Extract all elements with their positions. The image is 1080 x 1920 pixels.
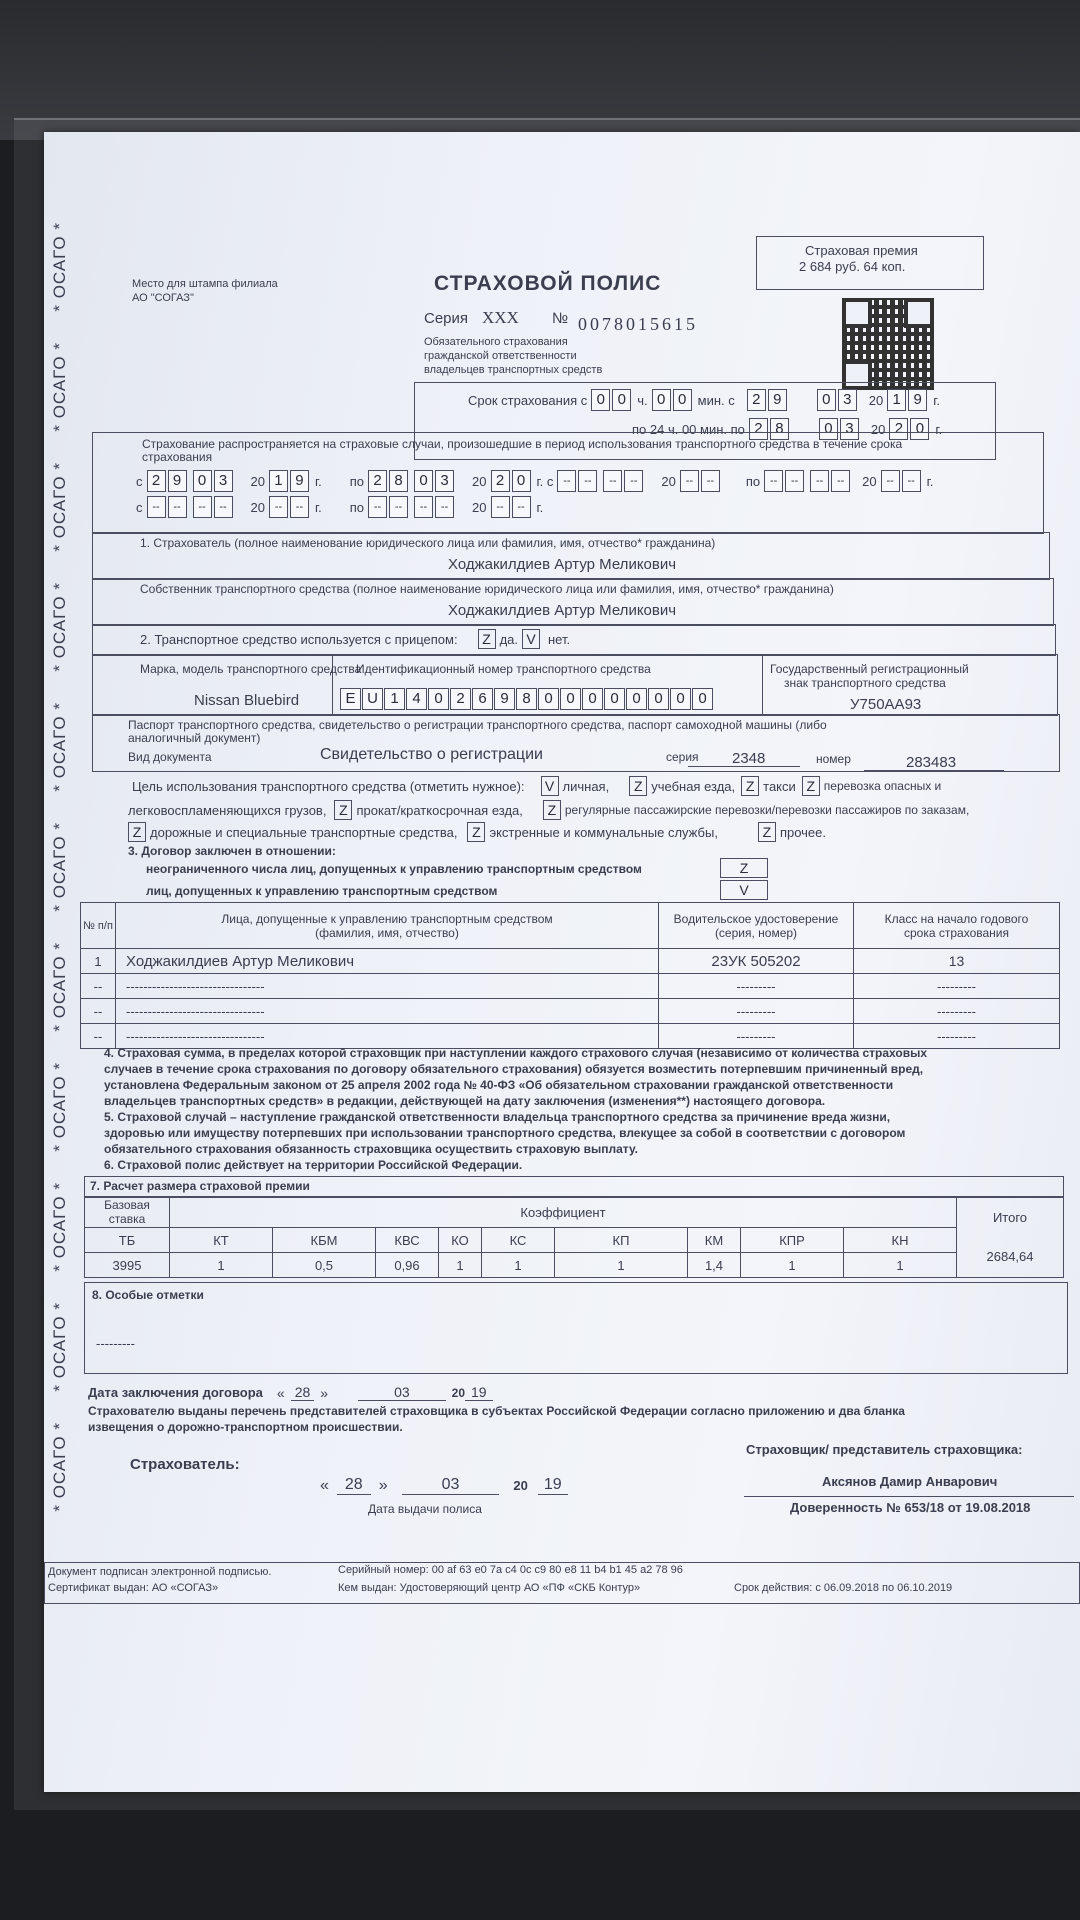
purpose-text: прокат/краткосрочная езда, xyxy=(356,802,523,818)
header-class-line: Класс на начало годового xyxy=(884,911,1029,926)
contract-month: 03 xyxy=(358,1384,446,1401)
clause-line: обязательного страхования обязанность страховщика осуществить страховую выплату. xyxy=(104,1142,638,1156)
empty-cell: -- xyxy=(881,470,900,492)
year-prefix: 20 xyxy=(661,473,676,489)
year-prefix: 20 xyxy=(250,499,265,515)
digit-cell: 2 xyxy=(491,470,510,492)
row-num: -- xyxy=(81,999,116,1024)
purpose-text: экстренные и коммунальные службы, xyxy=(489,824,718,840)
purpose-label: Цель использования транспортного средства (отметить нужное): xyxy=(132,778,525,794)
row-class: --------- xyxy=(854,999,1060,1024)
empty-cell: -- xyxy=(414,496,433,518)
digit-cell: 9 xyxy=(908,389,927,411)
empty-cell: -- xyxy=(557,470,576,492)
empty-cell: -- xyxy=(512,496,531,518)
purpose-text: дорожные и специальные транспортные средства, xyxy=(150,824,458,840)
table-row xyxy=(81,999,1060,1024)
empty-cell: -- xyxy=(902,470,921,492)
vin-cell: 0 xyxy=(582,688,603,710)
digit-cell: 8 xyxy=(389,470,408,492)
quote-close: » xyxy=(378,1476,388,1494)
purpose-text: учебная езда, xyxy=(651,778,736,794)
esig-serial: Серийный номер: 00 af 63 e0 7a c4 0c c9 80 e8 11 b4 b1 45 a2 78 96 xyxy=(338,1564,683,1576)
total-label: Итого xyxy=(992,1210,1028,1225)
series-value: XXX xyxy=(482,308,519,327)
term-to-label: по 24 ч. 00 мин. по xyxy=(632,421,745,437)
contract-date-label: Дата заключения договора xyxy=(88,1385,263,1400)
purpose-text: личная, xyxy=(562,778,610,794)
reps-text: извещения о дорожно-транспортном происшествии. xyxy=(88,1420,403,1434)
vin-cell: 0 xyxy=(670,688,691,710)
insurance-policy-document xyxy=(44,132,1080,1792)
vin-cell: 0 xyxy=(648,688,669,710)
purpose-mark: Z xyxy=(802,776,820,796)
issue-year: 19 xyxy=(538,1476,568,1495)
empty-cell: -- xyxy=(701,470,720,492)
coef-value: 1 xyxy=(439,1253,482,1278)
header-num: № п/п xyxy=(81,903,116,949)
row-num: -- xyxy=(81,974,116,999)
row-name: -------------------------------- xyxy=(116,974,659,999)
purpose-text: регулярные пассажирские перевозки/перевозки пассажиров по заказам, xyxy=(564,803,970,817)
purpose-mark: V xyxy=(541,776,559,796)
row-name: Ходжакилдиев Артур Меликович xyxy=(116,949,659,974)
clause-line: случаев в течение срока страхования по договору обязательного страхования) обязуется возместить потерпевшим причиненный вред, xyxy=(104,1062,924,1076)
series-label: Серия xyxy=(424,310,469,327)
digit-cell: 3 xyxy=(214,470,233,492)
premium-value: 2 684 руб. 64 коп. xyxy=(799,259,906,274)
special-notes-value: --------- xyxy=(96,1336,135,1351)
underline xyxy=(864,770,1004,771)
quote-open: « xyxy=(276,1384,285,1401)
insurer-label: 1. Страхователь (полное наименование юридического лица или фамилия, имя, отчество* гражданина) xyxy=(140,536,716,550)
subtitle-line: гражданской ответственности xyxy=(424,350,577,362)
vin-label: Идентификационный номер транспортного средства xyxy=(356,662,651,676)
empty-cell: -- xyxy=(290,496,309,518)
number-label: № xyxy=(552,310,569,327)
row-class: --------- xyxy=(854,974,1060,999)
purpose-mark: Z xyxy=(741,776,759,796)
row-name: -------------------------------- xyxy=(116,1024,659,1049)
period-text: Страхование распространяется на страховые случаи, произошедшие в период использования транспортного средства в течение срока страхования xyxy=(142,437,903,464)
model-value: Nissan Bluebird xyxy=(194,692,300,709)
osago-mark: * ОСАГО * xyxy=(50,822,69,912)
underline xyxy=(688,766,800,767)
digit-cell: 9 xyxy=(168,470,187,492)
total-header xyxy=(957,1197,1064,1278)
calc-label: 7. Расчет размера страховой премии xyxy=(90,1179,310,1193)
osago-mark: * ОСАГО * xyxy=(50,942,69,1032)
subtitle-line: владельцев транспортных средств xyxy=(424,364,603,376)
base-rate-line: ставка xyxy=(108,1212,146,1226)
coef-header: Коэффициент xyxy=(170,1197,957,1228)
coef-name-kp: КП xyxy=(555,1228,688,1253)
digit-cell: 2 xyxy=(747,389,766,411)
coef-name-kvs: КВС xyxy=(376,1228,439,1253)
digit-cell: 2 xyxy=(368,470,387,492)
osago-mark: * ОСАГО * xyxy=(50,1182,69,1272)
owner-label: Собственник транспортного средства (полное наименование юридического лица или фамилия, имя, отчество* гражданина) xyxy=(140,582,834,596)
digit-cell: 2 xyxy=(749,418,768,440)
purpose-text: легковоспламеняющихся грузов, xyxy=(128,802,327,818)
from-label: с xyxy=(136,473,143,489)
header-license-line: (серия, номер) xyxy=(714,925,798,940)
digit-cell: 9 xyxy=(768,389,787,411)
clause-line: 6. Страховой полис действует на территории Российской Федерации. xyxy=(104,1158,523,1172)
issue-date-row xyxy=(320,1476,568,1495)
digit-cell: 0 xyxy=(819,418,838,440)
esig-validity: Срок действия: с 06.09.2018 по 06.10.2019 xyxy=(734,1582,953,1594)
esig-line: Документ подписан электронной подписью. xyxy=(48,1566,272,1578)
coef-value: 1,4 xyxy=(688,1253,741,1278)
purpose-text: перевозка опасных и xyxy=(823,779,942,793)
purpose-mark: Z xyxy=(629,776,647,796)
clause-line: 5. Страховой случай – наступление гражданской ответственности владельца транспортного средства за причинение вреда жизни, xyxy=(104,1110,891,1124)
hour-label: ч. xyxy=(637,392,648,408)
vin-cell: 9 xyxy=(494,688,515,710)
trailer-row xyxy=(136,629,574,649)
coef-value: 0,96 xyxy=(376,1253,439,1278)
vin-cell: 0 xyxy=(692,688,713,710)
empty-cell: -- xyxy=(624,470,643,492)
year-prefix: 20 xyxy=(250,473,265,489)
digit-cell: 8 xyxy=(770,418,789,440)
empty-cell: -- xyxy=(491,496,510,518)
vin-cells xyxy=(340,688,714,710)
digit-cell: 1 xyxy=(269,470,288,492)
empty-cell: -- xyxy=(785,470,804,492)
purpose-row-2 xyxy=(128,800,969,820)
calc-table xyxy=(84,1196,1064,1278)
trailer-no-mark: V xyxy=(522,629,540,649)
coef-value: 1 xyxy=(844,1253,957,1278)
empty-cell: -- xyxy=(435,496,454,518)
header-license xyxy=(659,903,854,949)
coef-value: 1 xyxy=(555,1253,688,1278)
esig-issuer: Кем выдан: Удостоверяющий центр АО «ПФ «СКБ Контур» xyxy=(338,1582,641,1594)
year-prefix: 20 xyxy=(868,392,884,408)
to-label: по xyxy=(349,499,365,515)
digit-cell: 2 xyxy=(889,418,908,440)
empty-cell: -- xyxy=(214,496,233,518)
year-from-label: г. с xyxy=(536,473,554,489)
year-label: г. xyxy=(926,473,934,489)
purpose-mark: Z xyxy=(758,822,776,842)
year-label: г. xyxy=(935,421,943,437)
year-prefix: 20 xyxy=(472,473,487,489)
divider xyxy=(762,654,763,714)
doc-type-value: Свидетельство о регистрации xyxy=(320,746,543,763)
empty-cell: -- xyxy=(368,496,387,518)
doc-number-value: 283483 xyxy=(906,754,957,771)
vin-cell: 8 xyxy=(516,688,537,710)
owner-name: Ходжакилдиев Артур Меликович xyxy=(448,602,677,619)
row-class: 13 xyxy=(854,949,1060,974)
osago-mark: * ОСАГО * xyxy=(50,1422,69,1512)
contract-label: 3. Договор заключен в отношении: xyxy=(128,844,336,858)
digit-cell: 1 xyxy=(887,389,906,411)
qr-finder xyxy=(904,298,934,328)
drivers-table xyxy=(80,902,1060,1049)
coef-value: 1 xyxy=(741,1253,844,1278)
digit-cell: 2 xyxy=(147,470,166,492)
vin-cell: 6 xyxy=(472,688,493,710)
digit-cell: 0 xyxy=(414,470,433,492)
reg-number: У750АА93 xyxy=(850,696,922,713)
year-prefix: 20 xyxy=(451,1385,465,1400)
doc-series-label: серия xyxy=(666,750,699,764)
total-value: 2684,64 xyxy=(986,1249,1034,1264)
period-row-2 xyxy=(132,496,547,518)
clause-line: 4. Страховая сумма, в пределах которой страховщик при наступлении каждого страхового случая (независимо от количества страховых xyxy=(104,1046,928,1060)
clause-line: здоровью или имуществу потерпевших при использовании транспортного средства, влекущее за собой в соответствии с договором xyxy=(104,1126,906,1140)
esig-line: Сертификат выдан: АО «СОГАЗ» xyxy=(48,1582,219,1594)
table-row xyxy=(81,949,1060,974)
reg-label: знак транспортного средства xyxy=(784,676,946,690)
digit-cell: 3 xyxy=(840,418,859,440)
row-num: 1 xyxy=(81,949,116,974)
digit-cell: 0 xyxy=(673,389,692,411)
coef-name-kn: КН xyxy=(844,1228,957,1253)
stamp-place-company: АО "СОГАЗ" xyxy=(132,292,194,304)
quote-close: » xyxy=(320,1384,329,1401)
empty-cell: -- xyxy=(193,496,212,518)
osago-mark: * ОСАГО * xyxy=(50,1062,69,1152)
coef-name-ko: КО xyxy=(439,1228,482,1253)
contract-day: 28 xyxy=(291,1384,315,1401)
digit-cell: 9 xyxy=(290,470,309,492)
empty-cell: -- xyxy=(810,470,829,492)
osago-mark: * ОСАГО * xyxy=(50,222,69,312)
digit-cell: 0 xyxy=(652,389,671,411)
empty-cell: -- xyxy=(603,470,622,492)
purpose-text: прочее. xyxy=(779,824,826,840)
digit-cell: 0 xyxy=(612,389,631,411)
signature-line xyxy=(744,1496,1074,1497)
header-name-line: (фамилия, имя, отчество) xyxy=(315,925,459,940)
osago-mark: * ОСАГО * xyxy=(50,1302,69,1392)
term-from-row xyxy=(464,389,944,411)
doc-label: Паспорт транспортного средства, свидетельство о регистрации транспортного средства, паспорт самоходной машины (либо xyxy=(128,718,827,732)
table-row xyxy=(81,1024,1060,1049)
purpose-mark: Z xyxy=(543,800,561,820)
purpose-mark: Z xyxy=(128,822,146,842)
empty-cell: -- xyxy=(269,496,288,518)
issue-date-label: Дата выдачи полиса xyxy=(368,1502,482,1516)
empty-cell: -- xyxy=(389,496,408,518)
year-label: г. xyxy=(536,499,544,515)
year-label: г. xyxy=(314,499,322,515)
digit-cell: 0 xyxy=(193,470,212,492)
row-class: --------- xyxy=(854,1024,1060,1049)
row-num: -- xyxy=(81,1024,116,1049)
term-label: Срок страхования с xyxy=(468,392,588,408)
purpose-row-1 xyxy=(128,776,941,796)
doc-series-value: 2348 xyxy=(732,750,766,767)
coef-value: 3995 xyxy=(85,1253,170,1278)
contract-year: 19 xyxy=(465,1384,493,1401)
vin-cell: 4 xyxy=(406,688,427,710)
insurer-rep-label: Страховщик/ представитель страховщика: xyxy=(746,1442,1023,1457)
coef-name-kbm: КБМ xyxy=(273,1228,376,1253)
quote-open: « xyxy=(320,1476,329,1494)
coef-value: 1 xyxy=(170,1253,273,1278)
year-label: г. xyxy=(933,392,940,408)
clause-line: владельцев транспортных средств» в редакции, действующей на дату заключения (изменения**) настоящего договора. xyxy=(104,1094,826,1108)
rep-proxy: Доверенность № 653/18 от 19.08.2018 xyxy=(790,1500,1031,1515)
to-label: по xyxy=(745,473,761,489)
rep-name: Аксянов Дамир Анварович xyxy=(822,1474,998,1489)
insured-label: Страхователь: xyxy=(130,1456,240,1473)
special-notes-label: 8. Особые отметки xyxy=(92,1288,204,1302)
vin-cell: E xyxy=(340,688,361,710)
trailer-label: 2. Транспортное средство используется с прицепом: xyxy=(140,631,458,647)
limited-mark: V xyxy=(720,880,768,900)
model-label: Марка, модель транспортного средства xyxy=(140,662,362,676)
digit-cell: 3 xyxy=(435,470,454,492)
empty-cell: -- xyxy=(168,496,187,518)
digit-cell: 0 xyxy=(591,389,610,411)
vin-cell: 0 xyxy=(428,688,449,710)
premium-box xyxy=(756,236,984,290)
coef-name-kt: КТ xyxy=(170,1228,273,1253)
doc-number-label: номер xyxy=(816,752,851,766)
base-rate-line: Базовая xyxy=(104,1198,150,1212)
osago-mark: * ОСАГО * xyxy=(50,342,69,432)
empty-cell: -- xyxy=(578,470,597,492)
contract-date-row xyxy=(88,1384,493,1401)
insurer-name: Ходжакилдиев Артур Меликович xyxy=(448,556,677,573)
header-class-line: срока страхования xyxy=(904,925,1009,940)
row-license: --------- xyxy=(659,1024,854,1049)
year-prefix: 20 xyxy=(862,473,877,489)
contract-limited: лиц, допущенных к управлению транспортным средством xyxy=(146,884,498,898)
min-label: мин. с xyxy=(697,392,735,408)
from-label: с xyxy=(136,499,143,515)
coef-name-tb: ТБ xyxy=(85,1228,170,1253)
empty-cell: -- xyxy=(764,470,783,492)
digit-cell: 0 xyxy=(817,389,836,411)
doc-type-label: Вид документа xyxy=(128,750,212,764)
contract-unlimited: неограниченного числа лиц, допущенных к управлению транспортным средством xyxy=(146,862,642,876)
clause-line: установлена Федеральным законом от 25 апреля 2002 года № 40-ФЗ «Об обязательном страховании гражданской ответственности xyxy=(104,1078,894,1092)
empty-cell: -- xyxy=(147,496,166,518)
osago-mark: * ОСАГО * xyxy=(50,702,69,792)
row-license: --------- xyxy=(659,974,854,999)
purpose-mark: Z xyxy=(467,822,485,842)
reg-label: Государственный регистрационный xyxy=(770,662,969,676)
subtitle-line: Обязательного страхования xyxy=(424,336,568,348)
year-label: г. xyxy=(314,473,322,489)
trailer-no-label: нет. xyxy=(548,631,571,647)
period-row-1 xyxy=(132,470,937,492)
digit-cell: 3 xyxy=(838,389,857,411)
issue-day: 28 xyxy=(337,1476,371,1495)
header-name-line: Лица, допущенные к управлению транспортным средством xyxy=(221,911,553,926)
base-rate-header xyxy=(85,1197,170,1228)
digit-cell: 0 xyxy=(512,470,531,492)
vin-cell: 1 xyxy=(384,688,405,710)
doc-label: аналогичный документ) xyxy=(128,731,261,745)
vin-cell: 2 xyxy=(450,688,471,710)
empty-cell: -- xyxy=(831,470,850,492)
year-prefix: 20 xyxy=(472,499,487,515)
year-prefix: 20 xyxy=(870,421,886,437)
stamp-place-label: Место для штампа филиала xyxy=(132,278,278,290)
policy-number: 0078015615 xyxy=(578,314,698,334)
policy-title: СТРАХОВОЙ ПОЛИС xyxy=(434,272,662,295)
to-label: по xyxy=(349,473,365,489)
table-row xyxy=(81,974,1060,999)
unlimited-mark: Z xyxy=(720,858,768,878)
coef-value: 1 xyxy=(482,1253,555,1278)
header-name xyxy=(116,903,659,949)
coef-name-ks: КС xyxy=(482,1228,555,1253)
osago-mark: * ОСАГО * xyxy=(50,462,69,552)
vin-cell: 0 xyxy=(538,688,559,710)
trailer-yes-label: да. xyxy=(499,631,518,647)
special-notes-box xyxy=(84,1282,1068,1374)
header-license-line: Водительское удостоверение xyxy=(673,911,839,926)
trailer-yes-mark: Z xyxy=(478,629,496,649)
qr-code xyxy=(842,298,934,390)
qr-finder xyxy=(842,298,872,328)
coef-name-kpr: КПР xyxy=(741,1228,844,1253)
vin-cell: 0 xyxy=(560,688,581,710)
row-name: -------------------------------- xyxy=(116,999,659,1024)
digit-cell: 0 xyxy=(910,418,929,440)
osago-mark: * ОСАГО * xyxy=(50,582,69,672)
vin-cell: 0 xyxy=(604,688,625,710)
premium-label: Страховая премия xyxy=(805,243,918,258)
year-prefix: 20 xyxy=(513,1478,528,1493)
purpose-row-3 xyxy=(128,822,826,842)
header-class xyxy=(854,903,1060,949)
purpose-text: такси xyxy=(763,778,796,794)
vin-cell: 0 xyxy=(626,688,647,710)
issue-month: 03 xyxy=(402,1476,500,1495)
coef-value: 0,5 xyxy=(273,1253,376,1278)
purpose-mark: Z xyxy=(334,800,352,820)
row-license: --------- xyxy=(659,999,854,1024)
reps-text: Страхователю выданы перечень представителей страховщика в субъектах Российской Федерации согласно приложению и два бланка xyxy=(88,1404,905,1418)
vin-cell: U xyxy=(362,688,383,710)
coef-name-km: КМ xyxy=(688,1228,741,1253)
empty-cell: -- xyxy=(680,470,699,492)
row-license: 23УК 505202 xyxy=(659,949,854,974)
